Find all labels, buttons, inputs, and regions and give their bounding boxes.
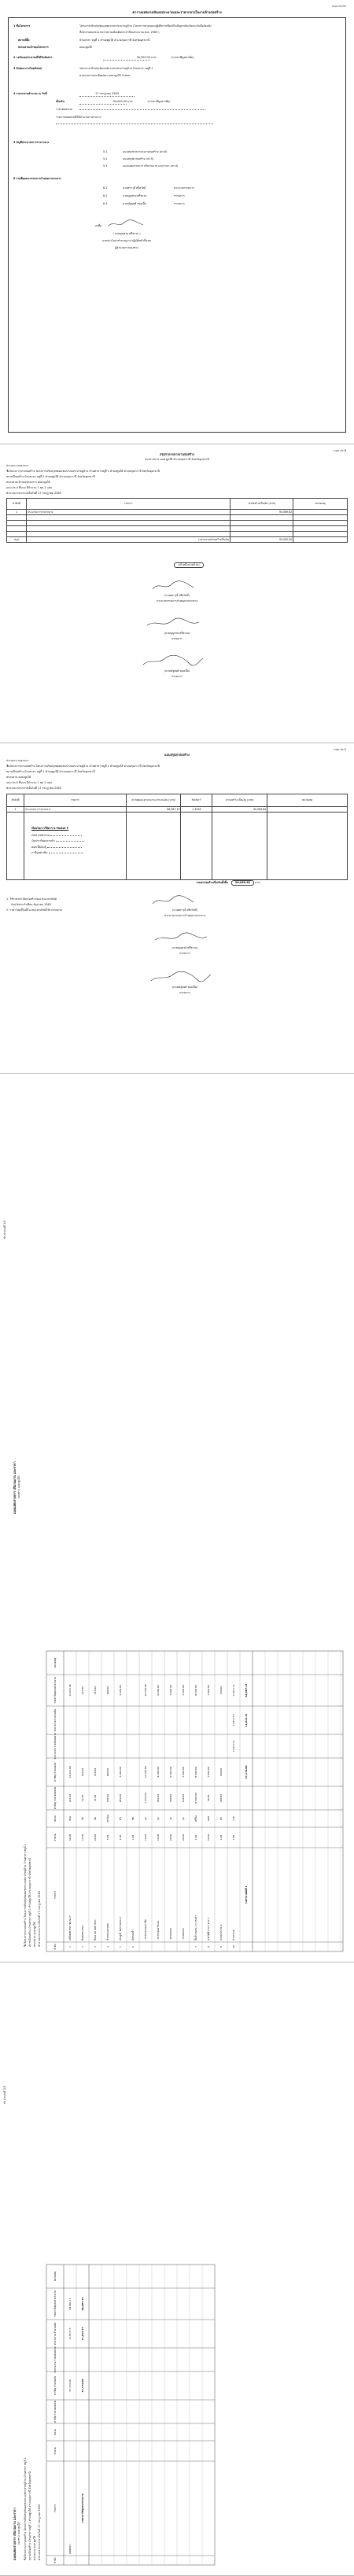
page-pr01 xyxy=(0,0,354,444)
total-cell-lt: 11,813.15 xyxy=(245,1713,248,1727)
table-cell-unit: งาน xyxy=(232,1816,235,1821)
table-cell-mt: 3,200.00 xyxy=(182,1767,185,1778)
table-cell-unit: ตัว xyxy=(219,1817,223,1820)
info-1: ประเภท งานอาคาร xyxy=(6,759,29,762)
table-cell-sum: 8,500.00 xyxy=(194,1685,197,1696)
total-cell-mt: 57,174.00 xyxy=(81,2379,84,2393)
table-cell-lp: 11,813.15 xyxy=(232,1740,235,1752)
table-cell-sum: 9,500.00 xyxy=(157,1685,160,1696)
info-2: ชื่อโครงการ/งานก่อสร้าง โครงการปรับปรุงซ่อมแซมระบบประปาหมู่บ้าน บ้านศาลา หมู่ที่ 1 ตำบลตูมใต้ อำเภอกุมภวาปี จังหวัดอุดรธานี xyxy=(6,470,160,473)
committee-3-num: 6.3 xyxy=(103,202,108,205)
info-4: คำนวณราคากลาง เมื่อวันที่ 17 กรกฎาคม 2563 xyxy=(38,2504,41,2560)
info-1: ชื่อโครงการ/งานก่อสร้าง โครงการปรับปรุงซ่อมแซมระบบประปาหมู่บ้าน บ้านศาลา หมู่ที่ 1 xyxy=(24,2457,27,2560)
sign-label: ลงชื่อ xyxy=(95,224,102,227)
page-pr6 xyxy=(0,444,354,743)
signer-3-role: กรรมการ xyxy=(171,675,183,678)
item3-line2: ตามแบบรายละเอียดของ อบต.ตูมใต้ กำหนด xyxy=(79,74,131,77)
owner-label: หน่วยงานเจ้าของโครงการ xyxy=(18,46,49,49)
table-cell-item: ข้องอ 90 องศา PVC xyxy=(94,1919,97,1940)
table-cell-no: 10 xyxy=(232,1945,235,1948)
item4-note-line xyxy=(56,122,213,126)
column-header: หน่วย xyxy=(53,1815,57,1822)
committee-2-num: 6.2 xyxy=(103,194,108,197)
page-subtitle: กองช่าง อบต.ตูมใต้ xyxy=(17,2522,20,2545)
page-title: ตารางแสดงวงเงินงบประมาณและราคากลางในงานจ้างก่อสร้าง xyxy=(132,10,222,14)
table-cell-mt: 12,500.00 xyxy=(144,1766,147,1778)
column-header: รายการ xyxy=(53,1890,57,1900)
table-cell-qty: 62.00 xyxy=(68,1833,72,1841)
table-cell-mt: 14,074.00 xyxy=(68,1766,72,1778)
signer-2-name: (นายบุญช่วย ศรีสงวน) xyxy=(164,632,190,635)
table-row xyxy=(7,510,348,515)
column-header: รวมค่าวัสดุและค่าแรงงาน xyxy=(53,1677,57,1704)
table-cell-mp: 8,500.00 xyxy=(194,1793,197,1804)
column-header: หน่วย xyxy=(53,2429,57,2435)
table-cell-unit: ถุง xyxy=(144,1817,147,1820)
page-subtitle: ส่วนราชการ อบต.ตูมใต้ อำเภอกุมภวาปี จังหวัดอุดรธานี xyxy=(145,458,209,461)
cell-note xyxy=(267,807,348,813)
signature-scribble xyxy=(107,219,146,228)
committee-2-role: กรรมการ xyxy=(174,194,185,197)
table-cell-mt: 740.00 xyxy=(94,1767,97,1777)
item5-2-num: 5.2 xyxy=(103,157,108,160)
table-cell-sum: 760.00 xyxy=(219,1686,223,1695)
factor-box xyxy=(31,827,126,855)
item1-label: 1 ชื่อโครงการ xyxy=(13,24,31,28)
table-cell-qty: 1.00 xyxy=(194,1834,197,1841)
item5-3-text: แบบแสดงรายการ ปริมาณงาน และราคา (ปร.4) xyxy=(123,164,179,168)
summary-label: สรุป xyxy=(7,537,27,543)
item4-label: 4 ราคากลางคำนวณ ณ วันที่ xyxy=(13,92,47,95)
info-1: ประเภท งานอาคาร xyxy=(6,464,29,467)
table-cell-mt: 8,500.00 xyxy=(194,1767,197,1778)
item5-2-text: แบบสรุปค่าก่อสร้าง (ปร.5) xyxy=(123,157,154,160)
summary-table xyxy=(6,498,348,543)
page-pr4-sheet1 xyxy=(0,1074,354,1962)
location-value: บ้านศาลา หมู่ที่ 1 ตำบลตูมใต้ อำเภอกุมภวาปี จังหวัดอุดรธานี xyxy=(79,39,150,42)
column-header: ค่าแรงงาน จำนวนเงิน xyxy=(53,2322,57,2346)
table-cell-item: ค่าแรงงาน xyxy=(232,1929,235,1940)
table-cell-unit: อัน xyxy=(94,1817,97,1820)
table-cell-mp: 227.00 xyxy=(68,1793,72,1803)
total-cell-item: รวมราคาวัสดุและค่าแรงงาน xyxy=(81,2493,84,2523)
item5-1-text: แบบสรุปราคากลางงานก่อสร้าง (ปร.6) xyxy=(123,150,168,153)
signer-2-role: กรรมการ xyxy=(171,637,183,640)
bill-of-quantities-grid-1 xyxy=(43,1082,346,1955)
table-cell-unit: กระป๋อง xyxy=(106,1814,109,1823)
signer-1-name: (นายศราวุธิ์ ศรีสวัสดิ์) xyxy=(164,594,190,597)
table-cell-qty: 10.00 xyxy=(144,1833,147,1841)
sign-name: ( นายบุญช่วย ศรีสงวน ) xyxy=(112,232,141,235)
budget-value: 90,000.00 บาท (รวมภาษีมูลค่าเพิ่ม) xyxy=(103,56,194,61)
sheet-label: ปร.4 แผ่นที่ 1/2 xyxy=(3,1220,6,1239)
table-cell-mt: 3,600.00 xyxy=(169,1767,172,1778)
table-cell-sum: 3,600.00 xyxy=(169,1685,172,1696)
committee-2-name: นายบุญช่วย ศรีสงวน xyxy=(123,194,147,197)
note-3: 2. ราคาวัสดุที่ไม่มีใน สนง.พาณิชย์ใช้ราคาตลาด xyxy=(6,908,62,912)
item4-note: รายการต่อหน่วยที่ใช้คำนวณราคากลาง xyxy=(56,116,101,119)
signature-scribble-2 xyxy=(153,932,208,945)
page-title: แบบแสดงรายการ ปริมาณงาน และราคา xyxy=(13,1461,17,1514)
table-cell-sum: 11,813.15 xyxy=(232,1684,235,1697)
signer-3-role: กรรมการ xyxy=(179,991,190,994)
table-cell-qty: 10.00 xyxy=(157,1833,160,1841)
table-cell-qty: 20.00 xyxy=(182,1833,185,1841)
col-note: หมายเหตุ xyxy=(267,794,348,807)
form-code: แบบ ปร.6 xyxy=(334,449,346,452)
page-pr5 xyxy=(0,743,354,1074)
committee-1-role: ประธานกรรมการ xyxy=(174,186,194,190)
table-cell-mp: 160.00 xyxy=(182,1793,185,1803)
table-cell-unit: อัน xyxy=(81,1817,84,1820)
table-cell-sum: 14,074.00 xyxy=(68,1684,72,1697)
table-cell-mp: 42.00 xyxy=(81,1794,84,1802)
page-subtitle: กองช่าง อบต.ตูมใต้ xyxy=(17,1476,20,1498)
table-cell-no: 4 xyxy=(106,1946,109,1948)
table-cell-item: ยอดยกมา xyxy=(68,2544,72,2554)
column-header: ค่าวัสดุ ราคาต่อหน่วย xyxy=(53,2400,57,2423)
cell-total: 90,069.62 xyxy=(212,807,267,813)
table-cell-sum: 420.00 xyxy=(81,1686,84,1695)
table-cell-mt: 1,900.00 xyxy=(207,1767,210,1778)
total-cell-item: รวมราคาแผ่นที่ 1 xyxy=(245,1885,248,1904)
col-no: ลำดับที่ xyxy=(7,794,24,807)
project-name-line2: ที่เบิกจ่ายงบประมาณรายจ่ายเพิ่มเติมประจำปีงบประมาณ พ.ศ. 2563 ) xyxy=(79,31,160,34)
table-cell-item: - สารกรองแมงกานีส xyxy=(144,1919,147,1940)
total-cell-sum: 68,987.15 xyxy=(81,2297,84,2311)
table-cell-sum: 1,900.00 xyxy=(207,1685,210,1696)
column-header: ค่าแรงงาน ราคาต่อหน่วย xyxy=(53,1733,57,1760)
table-cell-no: 3 xyxy=(94,1946,97,1948)
table-cell-unit: ท่อน xyxy=(68,1816,72,1821)
info-1: ชื่อโครงการ/งานก่อสร้าง โครงการปรับปรุงซ่อมแซมระบบประปาหมู่บ้าน บ้านศาลา หมู่ที่ 1 xyxy=(24,1844,27,1947)
table-cell-sum: 900.00 xyxy=(106,1686,109,1695)
factor-line-3: ดอกเบี้ยเงินกู้ xyxy=(31,846,126,849)
table-cell-qty: 4.00 xyxy=(119,1834,122,1841)
table-row xyxy=(7,526,348,532)
summary-row xyxy=(7,537,348,543)
sign-role1: นายช่างโยธาชำนาญงาน ปฏิบัติหน้าที่แทน xyxy=(101,239,152,242)
table-cell-mp: 180.00 xyxy=(106,1793,109,1803)
form-code: แบบ ปร.01 xyxy=(332,5,346,8)
table-cell-item: เปลี่ยนท่อ PVC ขนาด 2" xyxy=(68,1914,72,1940)
table-cell-unit: ถุง xyxy=(157,1817,160,1820)
table-cell-mp: 37.00 xyxy=(94,1794,97,1802)
budget-label: 2 วงเงินงบประมาณที่ได้รับจัดสรร xyxy=(13,56,53,59)
project-name-line1: โครงการปรับปรุงซ่อมแซมระบบประปาหมู่บ้าน (โครงการตามแผนปฏิบัติการเพื่อแก้ไขปัญหาภัยแล้งและรับมือภัยแล้ง xyxy=(79,24,212,28)
col-cost: ค่าวัสดุและค่าแรงงาน จำนวนเงิน (บาท) xyxy=(126,794,181,807)
note-1: 1. ใช้ราคาค่าวัสดุก่อสร้างของ สนง.พาณิชย์ xyxy=(6,897,57,901)
form-box xyxy=(8,17,346,433)
committee-3-name: นายณัฐพงศ์ ทองเนื้อ xyxy=(123,202,146,205)
page-pr4-sheet2 xyxy=(0,1962,354,2576)
item3-value: โครงการปรับปรุงซ่อมแซมระบบประปาหมู่บ้าน บ้านศาลา หมู่ที่ 1 xyxy=(79,67,153,70)
info-4: หน่วยงานเจ้าของโครงการ อบต.ตูมใต้ xyxy=(6,481,50,484)
table-cell-mp: 380.00 xyxy=(219,1793,223,1803)
table-cell-unit: เครื่อง xyxy=(194,1815,197,1822)
signer-1-role: ประธานกรรมการกำหนดราคากลาง xyxy=(156,599,198,603)
column-header: ค่าวัสดุ ราคาต่อหน่วย xyxy=(53,1786,57,1810)
signer-3-name: (นายณัฐพงศ์ ทองเนื้อ) xyxy=(171,986,198,989)
table-row xyxy=(7,807,348,813)
table-cell-sum: 3,400.00 xyxy=(119,1685,122,1696)
table-cell-mt: 3,400.00 xyxy=(119,1767,122,1778)
column-header: หมายเหตุ xyxy=(53,1657,57,1668)
table-cell-qty: 50.00 xyxy=(207,1833,210,1841)
table-row xyxy=(7,521,348,526)
column-header: ค่าวัสดุ จำนวนเงิน xyxy=(53,2376,57,2395)
cell-note xyxy=(293,510,348,515)
info-4: คำนวณราคากลาง เมื่อวันที่ 17 กรกฎาคม 2563 xyxy=(38,1891,41,1947)
signer-1-role: ประธานกรรมการกำหนดราคากลาง xyxy=(164,914,206,917)
column-header: ค่าแรงงาน ราคาต่อหน่วย xyxy=(53,2346,57,2373)
table-cell-unit: ถุง xyxy=(169,1817,172,1820)
col-item: รายการ xyxy=(26,499,230,510)
table-cell-unit: เมตร xyxy=(207,1815,210,1822)
bill-of-quantities-grid-2 xyxy=(43,1970,346,2568)
table-cell-item: - ทรายกรอง xyxy=(169,1928,172,1940)
table-cell-mt: 9,500.00 xyxy=(157,1767,160,1778)
item5-label: 5 บัญชีประมาณการราคากลาง xyxy=(13,141,50,144)
table-row xyxy=(7,532,348,537)
col-amount: ค่าก่อสร้างเป็นเงิน (บาท) xyxy=(230,499,293,510)
table-cell-qty: 1.00 xyxy=(232,1834,235,1841)
sign-role2: ผู้อำนวยการกองช่าง xyxy=(115,246,138,249)
sheet-label: ปร.4 แผ่นที่ 2/2 xyxy=(3,2085,6,2104)
item5-3-num: 5.3 xyxy=(103,164,108,168)
amount-in-words: (เก้าหมื่นบาทถ้วน) xyxy=(110,562,267,568)
signer-3-name: (นายณัฐพงศ์ ทองเนื้อ) xyxy=(164,669,190,673)
summary-amount: 90,000.00 xyxy=(230,537,293,543)
col-total: ค่าก่อสร้าง เป็นเงิน (บาท) xyxy=(212,794,267,807)
info-4: หน่วยงาน อบต.ตูมใต้ xyxy=(6,776,31,779)
factor-line-4: ภาษีมูลค่าเพิ่ม xyxy=(31,851,126,855)
col-no: ลำดับที่ xyxy=(7,499,27,510)
info-2: ชื่อโครงการ/งานก่อสร้าง โครงการปรับปรุงซ่อมแซมระบบประปาหมู่บ้าน บ้านศาลา หมู่ที่ 1 ตำบลตูมใต้ อำเภอกุมภวาปี จังหวัดอุดรธานี xyxy=(6,765,160,768)
info-2: สถานที่ก่อสร้าง บ้านศาลา หมู่ที่ 1 ตำบลตูมใต้ อำเภอกุมภวาปี จังหวัดอุดรธานี xyxy=(28,2471,31,2560)
item3-label: 3 ลักษณะงานโดยสังเขป xyxy=(13,67,42,70)
column-header: จำนวน xyxy=(53,2447,57,2455)
signature-scribble-1 xyxy=(149,894,197,907)
table-cell-mt: 420.00 xyxy=(81,1767,84,1777)
grand-total-value: 90,069.62 บาท xyxy=(231,880,260,886)
table-cell-mp: 180.00 xyxy=(169,1793,172,1803)
table-cell-item: ถังกรองน้ำ xyxy=(131,1929,135,1940)
cell-item: ประมาณการราคากลาง xyxy=(26,510,230,515)
table-cell-item: ข้อต่อตรง PVC xyxy=(81,1925,84,1940)
info-5: แบบ ปร.4 ที่แนบ มีจำนวน 1 ชุด 2 แผ่น xyxy=(6,781,53,784)
note-2: จังหวัดประจำเดือน มิถุนายน 2563 xyxy=(11,903,51,906)
table-cell-sum: 12,500.00 xyxy=(144,1684,147,1697)
factor-box-title: เงื่อนไขการใช้ตาราง Factor F xyxy=(31,827,69,830)
info-2: สถานที่ก่อสร้าง บ้านศาลา หมู่ที่ 1 ตำบลตูมใต้ อำเภอกุมภวาปี จังหวัดอุดรธานี xyxy=(28,1858,31,1947)
cell-no: 1 xyxy=(7,807,24,813)
table-cell-qty: 1.00 xyxy=(131,1834,135,1841)
table-cell-item: เบรกเกอร์ 30 A xyxy=(219,1924,223,1940)
table-cell-qty: 20.00 xyxy=(169,1833,172,1841)
table-cell-qty: 10.00 xyxy=(81,1833,84,1841)
grand-total-label: รวมค่าก่อสร้างเป็นเงินทั้งสิ้น xyxy=(196,881,228,884)
table-cell-sum: 3,200.00 xyxy=(182,1685,185,1696)
table-cell-no: 6 xyxy=(131,1946,135,1948)
table-cell-mt: 760.00 xyxy=(219,1767,223,1777)
table-cell-item: ประตูน้ำ PVC ขนาด 2" xyxy=(119,1916,122,1940)
page-title: แบบสรุปค่าก่อสร้าง xyxy=(164,753,190,757)
total-cell-mt: 57,174.00 xyxy=(245,1765,248,1779)
item4-unit-price-line xyxy=(79,108,205,112)
committee-1-num: 6.1 xyxy=(103,186,108,190)
location-label: สถานที่ตั้ง xyxy=(18,39,30,42)
cell-item: ประมาณการราคากลาง xyxy=(24,807,126,813)
col-factor: Factor F xyxy=(181,794,212,807)
col-note: หมายเหตุ xyxy=(293,499,348,510)
cell-cost: 68,987.15 xyxy=(126,807,181,813)
table-cell-item: - สารกรองคาร์บอน xyxy=(157,1921,160,1940)
page-title: แบบแสดงรายการ ปริมาณงาน และราคา xyxy=(13,2508,17,2560)
info-5: แบบ ปร.4 ที่แนบ มีจำนวน 1 ชุด 2 แผ่น xyxy=(6,486,53,489)
table-cell-no: 2 xyxy=(81,1946,84,1948)
table-cell-mp: 38.00 xyxy=(207,1794,210,1802)
item4-amount: 90,000.00 บาท (รวมภาษีมูลค่าเพิ่ม) xyxy=(79,100,171,105)
total-cell-lt: 11,813.15 xyxy=(81,2327,84,2341)
column-header: รวมค่าวัสดุและค่าแรงงาน xyxy=(53,2290,57,2317)
table-cell-unit: ถุง xyxy=(182,1817,185,1820)
factor-line-2: เงินประกันผลงานหัก xyxy=(31,839,126,843)
table-cell-qty: 5.00 xyxy=(106,1834,109,1841)
table-cell-unit: ตัว xyxy=(119,1817,122,1820)
form-code: แบบ ปร.5 xyxy=(334,748,346,751)
column-header: ลำดับ xyxy=(53,2557,57,2563)
cell-no: 1 xyxy=(7,510,27,515)
table-cell-mt: 57,174.00 xyxy=(68,2379,72,2392)
summary-note: ราคากลางค่าก่อสร้างเป็นเงิน xyxy=(26,537,230,543)
info-3: หน่วยงาน อบต.ตูมใต้ xyxy=(33,2535,36,2560)
info-6: คำนวณราคากลางเมื่อวันที่ 17 กรกฎาคม 2563 xyxy=(6,787,61,790)
info-3: สถานที่ก่อสร้าง บ้านศาลา หมู่ที่ 1 ตำบลตูมใต้ อำเภอกุมภวาปี จังหวัดอุดรธานี xyxy=(6,770,95,773)
column-header: ค่าวัสดุ จำนวนเงิน xyxy=(53,1763,57,1782)
column-header: ค่าแรงงาน จำนวนเงิน xyxy=(53,1708,57,1732)
committee-3-role: กรรมการ xyxy=(174,202,185,205)
item4-unit-price: ราคาต่อหน่วย xyxy=(56,108,72,111)
column-header: หมายเหตุ xyxy=(53,2271,57,2282)
table-cell-item: ปั๊มน้ำ ขนาด 1.5 แรงม้า xyxy=(194,1915,197,1940)
factor-line-1: เงินล่วงหน้าจ่าย xyxy=(31,834,126,838)
signer-1-name: (นายศราวุธิ์ ศรีสวัสดิ์) xyxy=(171,908,197,912)
table-cell-mp: 850.00 xyxy=(119,1793,122,1803)
signature-scribble-1 xyxy=(149,580,197,592)
table-cell-no: 5 xyxy=(119,1946,122,1948)
table-cell-lt: 11,813.15 xyxy=(232,1714,235,1727)
item6-label: 6 รายชื่อคณะกรรมการกำหนดราคากลาง xyxy=(13,177,61,180)
table-cell-mt: 900.00 xyxy=(106,1767,109,1777)
info-6: คำนวณราคากลางเมื่อวันที่ 17 กรกฎาคม 2563 xyxy=(6,492,61,495)
owner-value: อบต.ตูมใต้ xyxy=(79,46,92,49)
committee-1-name: นายศราวุธิ์ ศรีสวัสดิ์ xyxy=(123,186,146,190)
item4-amount-label: เป็นเงิน xyxy=(56,100,65,103)
item5-1-num: 5.1 xyxy=(103,150,108,153)
table-cell-no: 7 xyxy=(194,1946,197,1948)
table-cell-item: น้ำยาประสานท่อ xyxy=(106,1923,109,1940)
column-header: ลำดับ xyxy=(53,1944,57,1950)
info-3: หน่วยงาน อบต.ตูมใต้ xyxy=(33,1922,36,1947)
column-header: จำนวน xyxy=(53,1833,57,1841)
signer-2-name: (นายบุญช่วย ศรีสงวน) xyxy=(171,946,198,949)
table-cell-no: 1 xyxy=(68,1946,72,1948)
table-cell-lt: 11,813.15 xyxy=(68,2327,72,2340)
table-cell-qty: 2.00 xyxy=(219,1834,223,1841)
cell-factor: 1.3056 xyxy=(181,807,212,813)
signature-scribble-3 xyxy=(142,655,205,668)
signer-2-role: กรรมการ xyxy=(179,952,190,955)
table-cell-mp: 1,250.00 xyxy=(144,1793,147,1804)
table-cell-qty: 20.00 xyxy=(94,1833,97,1841)
col-item: รายการ xyxy=(24,794,126,807)
table-cell-unit: ชุด xyxy=(131,1817,135,1820)
signature-scribble-3 xyxy=(149,971,212,984)
info-3: สถานที่ก่อสร้าง บ้านศาลา หมู่ที่ 1 ตำบลตูมใต้ อำเภอกุมภวาปี จังหวัดอุดรธานี xyxy=(6,475,95,478)
signature-scribble-2 xyxy=(146,617,201,630)
table-row xyxy=(7,515,348,521)
table-cell-sum: 740.00 xyxy=(94,1686,97,1695)
page-title: สรุปราคากลางงานก่อสร้าง xyxy=(160,452,194,456)
column-header: รายการ xyxy=(53,2504,57,2513)
total-cell-sum: 68,987.15 xyxy=(245,1683,248,1697)
table-cell-item: สายไฟฟ้า VCT 2x2.5 xyxy=(207,1917,210,1940)
table-cell-no: 9 xyxy=(219,1946,223,1948)
table-cell-mp: 950.00 xyxy=(157,1793,160,1803)
table-cell-sum: 68,987.15 xyxy=(68,2298,72,2310)
item4-date: 17 กรกฎาคม 2563 xyxy=(79,92,135,97)
cell-amount: 90,069.62 xyxy=(230,510,293,515)
table-cell-item: - กรวดกรอง xyxy=(182,1928,185,1940)
table-cell-no: 8 xyxy=(207,1946,210,1948)
